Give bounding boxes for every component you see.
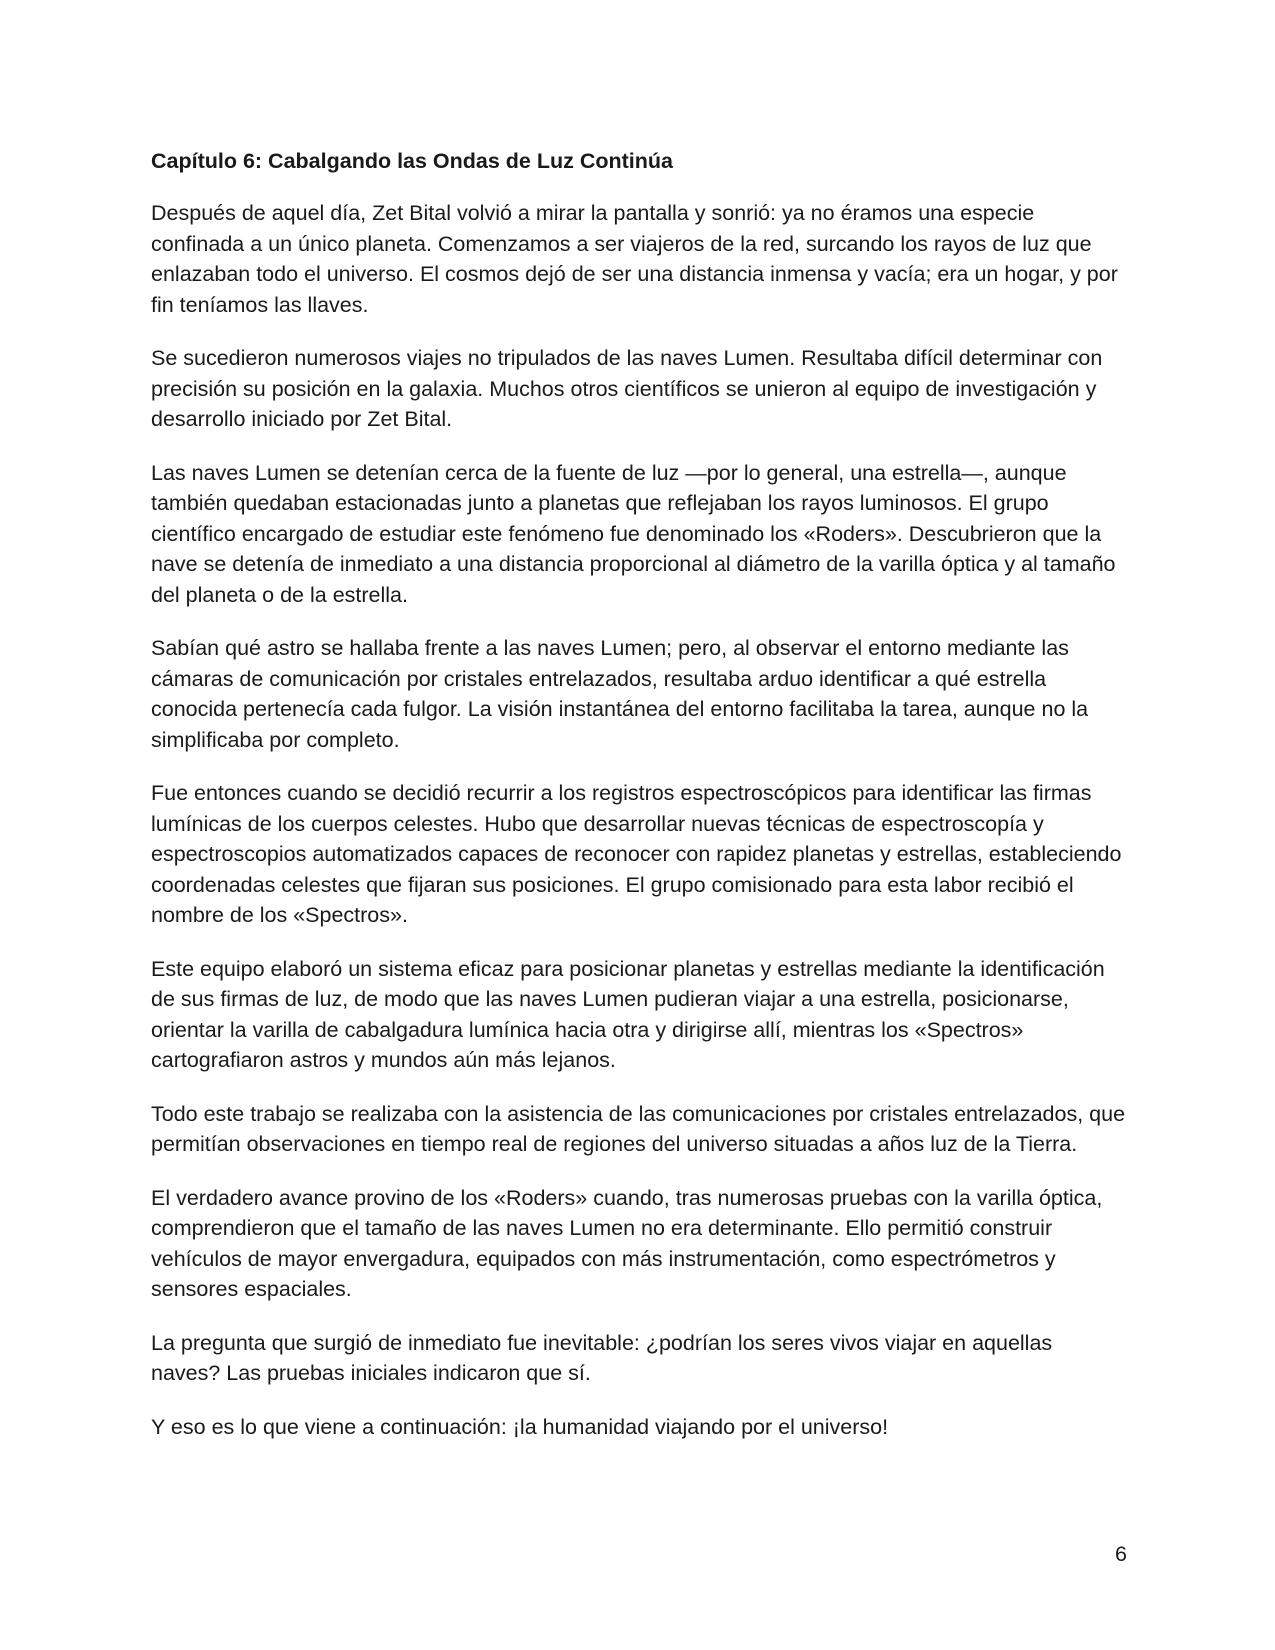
paragraph: Fue entonces cuando se decidió recurrir a los registros espectroscópicos para identificar las firmas lumínicas de los cuerpos celestes. Hubo que desarrollar nuevas técnicas de espectroscopía y espectroscopios automatizados capaces de reconocer con rapidez planetas y estrellas, estableciendo coordenadas celestes que fijaran sus posiciones. El grupo comisionado para esta labor recibió el nombre de los «Spectros». (151, 781, 1122, 927)
paragraph: Y eso es lo que viene a continuación: ¡la humanidad viajando por el universo! (151, 1414, 889, 1439)
paragraph: Sabían qué astro se hallaba frente a las naves Lumen; pero, al observar el entorno mediante las cámaras de comunicación por cristales entrelazados, resultaba arduo identificar a qué estrella conocida pertenecía cada fulgor. La visión instantánea del entorno facilitaba la tarea, aunque no la simplificaba por completo. (151, 636, 1089, 752)
document-page (151, 146, 1126, 1465)
paragraph: Después de aquel día, Zet Bital volvió a mirar la pantalla y sonrió: ya no éramos una especie confinada a un único planeta. Comenzamos a ser viajeros de la red, surcando los rayos de luz que enlazaban todo el universo. El cosmos dejó de ser una distancia inmensa y vacía; era un hogar, y por fin teníamos las llaves. (151, 201, 1118, 317)
paragraph: Todo este trabajo se realizaba con la asistencia de las comunicaciones por cristales entrelazados, que permitían observaciones en tiempo real de regiones del universo situadas a años luz de la Tierra. (151, 1101, 1126, 1156)
paragraph: Este equipo elaboró un sistema eficaz para posicionar planetas y estrellas mediante la identificación de sus firmas de luz, de modo que las naves Lumen pudieran viajar a una estrella, posicionarse, orientar la varilla de cabalgadura lumínica hacia otra y dirigirse allí, mientras los «Spectros» cartografiaron astros y mundos aún más lejanos. (151, 956, 1105, 1072)
page-number: 6 (1115, 1542, 1127, 1566)
paragraph: La pregunta que surgió de inmediato fue inevitable: ¿podrían los seres vivos viajar en aquellas naves? Las pruebas iniciales indicaron que sí. (151, 1330, 1053, 1385)
paragraph: Se sucedieron numerosos viajes no tripulados de las naves Lumen. Resultaba difícil determinar con precisión su posición en la galaxia. Muchos otros científicos se unieron al equipo de investigación y desarrollo iniciado por Zet Bital. (151, 346, 1103, 431)
paragraph: El verdadero avance provino de los «Roders» cuando, tras numerosas pruebas con la varilla óptica, comprendieron que el tamaño de las naves Lumen no era determinante. Ello permitió construir vehículos de mayor envergadura, equipados con más instrumentación, como espectrómetros y sensores espaciales. (151, 1185, 1103, 1301)
paragraph: Las naves Lumen se detenían cerca de la fuente de luz —por lo general, una estrella—, aunque también quedaban estacionadas junto a planetas que reflejaban los rayos luminosos. El grupo científico encargado de estudiar este fenómeno fue denominado los «Roders». Descubrieron que la nave se detenía de inmediato a una distancia proporcional al diámetro de la varilla óptica y al tamaño del planeta o de la estrella. (151, 460, 1116, 607)
chapter-title: Capítulo 6: Cabalgando las Ondas de Luz Continúa (151, 149, 674, 173)
